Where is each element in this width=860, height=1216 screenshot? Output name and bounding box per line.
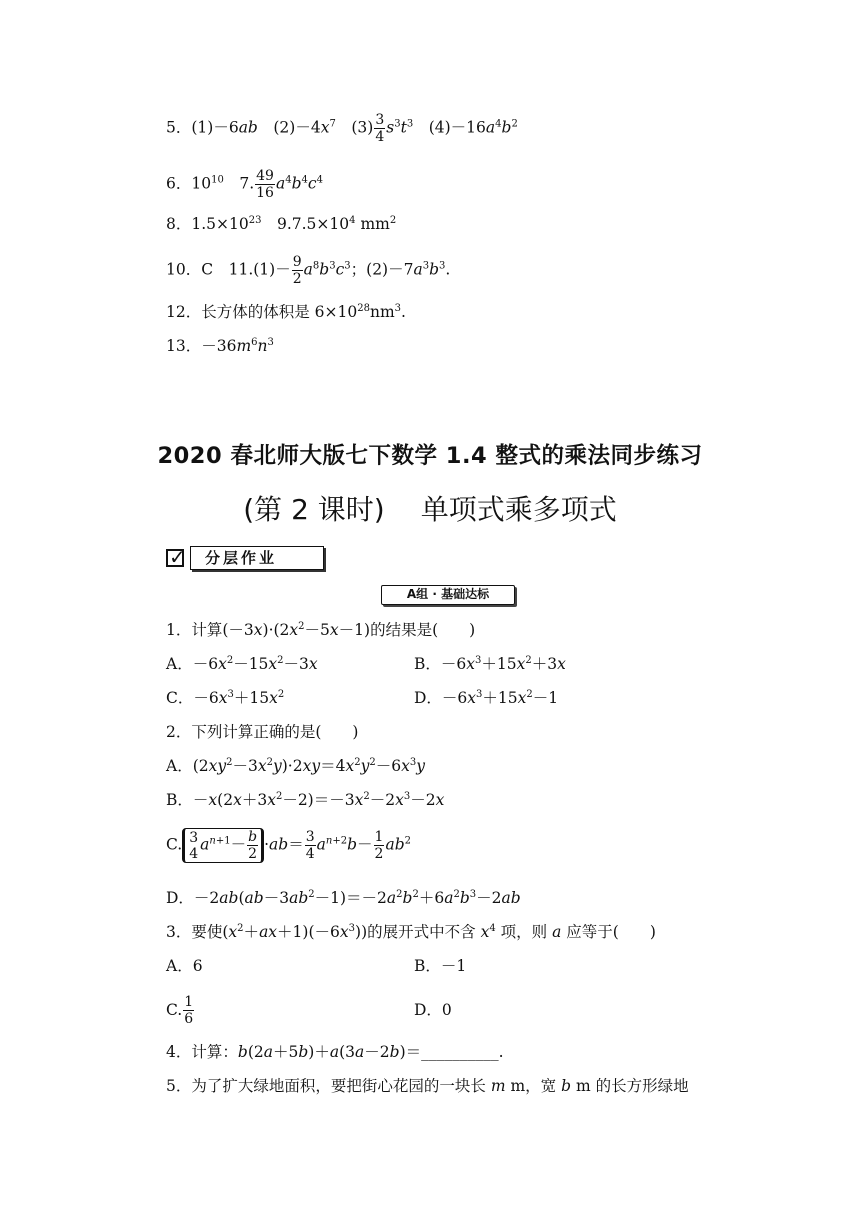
section-label: 分层作业 bbox=[190, 546, 324, 570]
group-tag: A组 · 基础达标 bbox=[381, 585, 515, 605]
option-b: B．$-6x^3+15x^2+3x$ bbox=[414, 655, 566, 673]
answer-8-9: 8．$1.5\times 10^{23}$ $9.7.5\times 10^4$ $mm^2$ bbox=[166, 215, 397, 233]
option-d: D．$-6x^3+15x^2-1$ bbox=[414, 689, 559, 707]
option-d: D．0 bbox=[414, 1001, 452, 1019]
answer-13: 13．$-36m^6n^3$ bbox=[166, 337, 274, 355]
option-a: A．$-6x^2-15x^2-3x$ bbox=[166, 655, 318, 673]
option-d: D．$-2ab(ab-3ab^2-1)=-2a^2b^2+6a^2b^3-2ab$ bbox=[166, 889, 521, 907]
question-5: 5．为了扩大绿地面积，要把街心花园的一块长 m m，宽 b m 的长方形绿地 bbox=[166, 1077, 689, 1095]
question-4: 4．计算：b(2a＋5b)＋a(3a－2b)＝__________. bbox=[166, 1043, 504, 1061]
page-subtitle: (第 2 课时) 单项式乘多项式 bbox=[243, 493, 617, 526]
question-3-options-row1 bbox=[166, 956, 467, 976]
fraction: $\frac{49}{16}$ bbox=[256, 168, 274, 201]
question-3-options-row2 bbox=[166, 994, 452, 1027]
question-1-options-row1 bbox=[166, 654, 566, 674]
option-c: C. 3 4 $a^{n+1}-$ $\frac{b}{2}$ ·ab＝ $\frac{3}{4}$ $a^{n+2}b-$ $\frac{1}{2}$ $ab^2$ bbox=[166, 829, 412, 862]
option-a: A．$(2xy^2-3x^2y)\cdot 2xy=4x^2y^2-6x^3y$ bbox=[166, 757, 425, 775]
option-c: C. $\frac{1}{6}$ bbox=[166, 994, 194, 1027]
fraction: $\frac{9}{2}$ bbox=[292, 254, 302, 287]
question-1: 1．计算$(-3x)\cdot(2x^2-5x-1)$的结果是( ) bbox=[166, 621, 476, 639]
option-a: A．6 bbox=[166, 957, 203, 975]
answer-12: 12．长方体的体积是 $6\times 10^{28}nm^3$. bbox=[166, 303, 406, 321]
option-c: C．$-6x^3+15x^2$ bbox=[166, 689, 285, 707]
answer-5: 5．(1)－6ab $(2)-4x^7$ (3) $\frac{3}{4}$ $s^3t^3$ $(4)-16a^4b^2$ bbox=[166, 112, 518, 145]
question-2: 2．下列计算正确的是( ) bbox=[166, 723, 359, 741]
answer-10-11: 10．C 11.(1)－ $\frac{9}{2}$ $a^8b^3c^3$；$(2)-7a^3b^3$. bbox=[166, 254, 451, 287]
page-title: 2020 春北师大版七下数学 1.4 整式的乘法同步练习 bbox=[157, 443, 703, 469]
question-3: 3．要使$(x^2+ax+1)(-6x^3)$)的展开式中不含 $x^4$ 项，则 a 应等于( ) bbox=[166, 923, 656, 941]
question-1-options-row2 bbox=[166, 688, 559, 708]
fraction: $\frac{3}{4}$ bbox=[375, 112, 385, 145]
answer-6-7: 6．$10^{10}$ 7. $\frac{49}{16}$ $a^4b^4c^4$ bbox=[166, 168, 323, 201]
option-b: B．$-x(2x+3x^2-2)=-3x^2-2x^3-2x$ bbox=[166, 791, 445, 809]
checkbox-icon: ✓ bbox=[166, 549, 184, 567]
option-b: B．－1 bbox=[414, 957, 467, 975]
